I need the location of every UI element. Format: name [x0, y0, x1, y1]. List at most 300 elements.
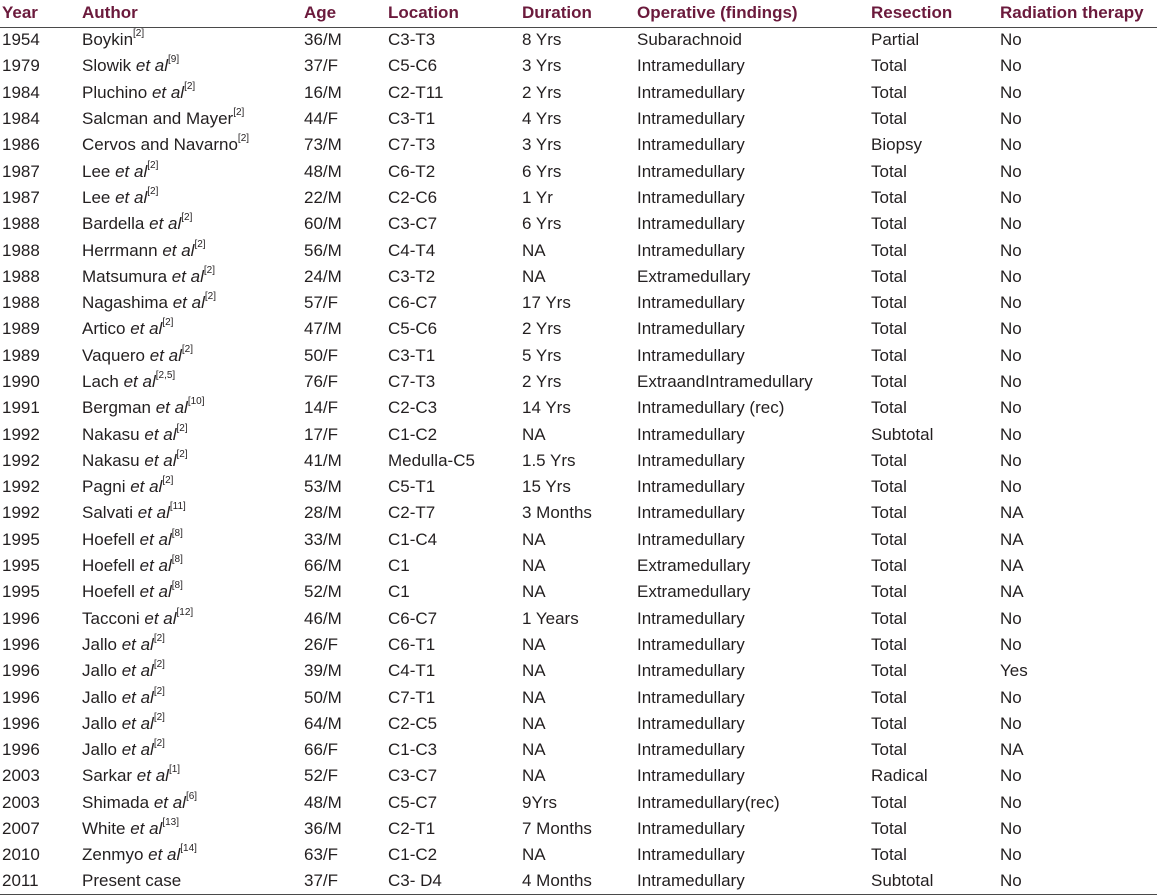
- header-age: Age: [304, 3, 337, 23]
- cell-location: C2-T7: [388, 503, 436, 523]
- cell-author: [82, 790, 304, 816]
- cell-age: 76/F: [304, 372, 339, 391]
- cell-location: C1: [388, 582, 410, 602]
- cell-resection: Total: [871, 319, 907, 339]
- cell-author: [82, 80, 304, 106]
- cell-resection: Total: [871, 82, 907, 102]
- cell-radiation: No: [1000, 293, 1022, 313]
- table-row: [0, 474, 1157, 500]
- cell-duration: NA: [522, 582, 546, 602]
- reference-citation: [2]: [133, 28, 145, 40]
- cell-resection: Total: [871, 240, 907, 260]
- cell-operative: Intramedullary: [637, 871, 745, 891]
- cell-age: 46/M: [304, 608, 342, 628]
- author-et-al: et al: [121, 687, 154, 707]
- cell-duration: NA: [522, 845, 546, 865]
- table-row: [0, 395, 1157, 421]
- reference-citation: [12]: [176, 606, 194, 618]
- header-location: Location: [388, 3, 459, 23]
- cell-duration: 2 Yrs: [522, 319, 562, 339]
- cell-radiation: No: [1000, 477, 1022, 497]
- cell-year: 1996: [2, 608, 40, 628]
- header-duration: Duration: [522, 3, 592, 23]
- cell-resection: Total: [871, 582, 907, 602]
- cell-resection: Biopsy: [871, 135, 923, 155]
- cell-operative: Intramedullary: [637, 345, 745, 365]
- author-name: Jallo: [82, 713, 122, 733]
- cell-age: 37/F: [304, 871, 339, 891]
- cell-author: [82, 527, 304, 553]
- author-et-al: et al: [130, 819, 163, 839]
- table-row: [0, 106, 1157, 132]
- reference-citation: [13]: [162, 817, 180, 829]
- cell-operative: Intramedullary: [637, 82, 745, 102]
- author-et-al: et al: [148, 845, 181, 865]
- cell-year: 1984: [2, 109, 40, 129]
- cell-location: C2-T1: [388, 819, 436, 839]
- cell-duration: 6 Yrs: [522, 214, 562, 234]
- author-name: Nakasu: [82, 450, 145, 470]
- cell-operative: Intramedullary: [637, 293, 745, 313]
- cell-location: C6-C7: [388, 293, 438, 313]
- cell-age: 16/M: [304, 82, 342, 102]
- cell-duration: 8 Yrs: [522, 30, 562, 50]
- cell-location: C3-T1: [388, 109, 436, 129]
- table-row: [0, 316, 1157, 342]
- cell-author: [82, 395, 304, 421]
- cell-year: 1988: [2, 266, 40, 286]
- cell-duration: 7 Months: [522, 819, 592, 839]
- cell-duration: NA: [522, 240, 546, 260]
- table-row: [0, 869, 1157, 895]
- cell-duration: NA: [522, 266, 546, 286]
- reference-citation: [1]: [168, 764, 181, 776]
- author-name: Nagashima: [82, 293, 173, 313]
- cell-age: 17/F: [304, 424, 339, 444]
- cell-duration: 3 Months: [522, 503, 592, 523]
- author-et-al: et al: [121, 634, 154, 654]
- cell-age: 36/M: [304, 30, 342, 50]
- cell-author: [82, 27, 304, 53]
- author-name: Pagni: [82, 477, 131, 497]
- cell-resection: Total: [871, 398, 907, 418]
- author-name: Lee: [82, 187, 116, 207]
- reference-citation: [2]: [147, 185, 159, 197]
- cell-year: 1988: [2, 240, 40, 260]
- author-name: Herrmann: [82, 240, 163, 260]
- cell-age: 48/M: [304, 161, 342, 181]
- author-et-al: et al: [137, 503, 170, 523]
- table-header: [0, 0, 1157, 27]
- cell-year: 1992: [2, 424, 40, 444]
- cell-age: 66/F: [304, 740, 339, 760]
- cell-location: C4-T4: [388, 240, 436, 260]
- cell-age: 24/M: [304, 266, 342, 286]
- cell-location: C1-C3: [388, 740, 438, 760]
- cell-resection: Total: [871, 661, 907, 681]
- cell-operative: Intramedullary: [637, 608, 745, 628]
- cell-year: 1995: [2, 556, 40, 576]
- cell-radiation: No: [1000, 819, 1022, 839]
- cell-duration: NA: [522, 424, 546, 444]
- author-et-al: et al: [171, 266, 204, 286]
- cell-author: [82, 553, 304, 579]
- header-year: Year: [2, 3, 38, 23]
- author-name: Hoefell: [82, 556, 140, 576]
- cell-radiation: Yes: [1000, 661, 1028, 681]
- cell-age: 26/F: [304, 634, 339, 654]
- cell-operative: Intramedullary(rec): [637, 792, 780, 812]
- cell-age: 22/M: [304, 187, 342, 207]
- cell-resection: Total: [871, 556, 907, 576]
- table-row: [0, 421, 1157, 447]
- cell-age: 66/M: [304, 556, 342, 576]
- header-operative: Operative (findings): [637, 3, 798, 23]
- cell-age: 60/M: [304, 214, 342, 234]
- cell-resection: Total: [871, 109, 907, 129]
- author-et-al: et al: [172, 293, 205, 313]
- cell-year: 1987: [2, 187, 40, 207]
- table-row: [0, 185, 1157, 211]
- cell-operative: Intramedullary: [637, 634, 745, 654]
- cell-age: 50/M: [304, 687, 342, 707]
- cell-radiation: No: [1000, 266, 1022, 286]
- table-row: [0, 448, 1157, 474]
- cell-radiation: No: [1000, 135, 1022, 155]
- header-radiation: Radiation therapy: [1000, 3, 1144, 23]
- author-name: Boykin: [82, 30, 134, 50]
- reference-citation: [2]: [194, 238, 206, 250]
- author-name: White: [82, 819, 131, 839]
- cell-resection: Total: [871, 819, 907, 839]
- cell-radiation: No: [1000, 424, 1022, 444]
- cell-location: C6-T1: [388, 634, 436, 654]
- cell-operative: Intramedullary: [637, 845, 745, 865]
- author-et-al: et al: [151, 82, 185, 102]
- header-resection: Resection: [871, 3, 953, 23]
- cell-year: 1989: [2, 319, 40, 339]
- cell-age: 33/M: [304, 529, 342, 549]
- cell-resection: Total: [871, 713, 907, 733]
- cell-radiation: NA: [1000, 740, 1024, 760]
- reference-citation: [6]: [185, 790, 198, 802]
- cell-author: [82, 606, 304, 632]
- table-row: [0, 763, 1157, 789]
- table-row: [0, 343, 1157, 369]
- cell-age: 41/M: [304, 450, 342, 470]
- cell-location: C2-C5: [388, 713, 438, 733]
- cell-location: C2-C6: [388, 187, 438, 207]
- cell-operative: Intramedullary: [637, 240, 745, 260]
- cell-year: 1989: [2, 345, 40, 365]
- cell-author: [82, 211, 304, 237]
- cell-author: [82, 132, 304, 158]
- cell-year: 1995: [2, 582, 40, 602]
- cell-location: C2-C3: [388, 398, 438, 418]
- cell-operative: Intramedullary: [637, 661, 745, 681]
- cell-resection: Total: [871, 161, 907, 181]
- table-row: [0, 237, 1157, 263]
- cell-author: [82, 237, 304, 263]
- cell-radiation: No: [1000, 450, 1022, 470]
- author-name: Cervos and Navarno: [82, 135, 238, 155]
- author-name: Slowik: [82, 56, 136, 76]
- author-et-al: et al: [121, 740, 154, 760]
- cell-age: 57/F: [304, 293, 339, 313]
- table-row: [0, 553, 1157, 579]
- reference-citation: [9]: [168, 54, 180, 66]
- cell-operative: Intramedullary: [637, 687, 745, 707]
- cell-operative: Intramedullary: [637, 740, 745, 760]
- author-name: Hoefell: [82, 529, 140, 549]
- cell-operative: Intramedullary: [637, 161, 745, 181]
- cell-year: 2003: [2, 766, 40, 786]
- cell-age: 64/M: [304, 713, 342, 733]
- author-name: Salcman and Mayer: [82, 109, 234, 129]
- cell-operative: Intramedullary: [637, 424, 745, 444]
- cell-age: 48/M: [304, 792, 342, 812]
- cell-resection: Total: [871, 266, 907, 286]
- table-row: [0, 290, 1157, 316]
- cell-author: [82, 185, 304, 211]
- cell-location: C3-C7: [388, 214, 438, 234]
- author-name: Jallo: [82, 661, 122, 681]
- cell-duration: 3 Yrs: [522, 56, 562, 76]
- author-et-al: et al: [144, 608, 177, 628]
- cell-resection: Total: [871, 634, 907, 654]
- reference-citation: [8]: [171, 554, 183, 566]
- cell-radiation: NA: [1000, 529, 1024, 549]
- cell-age: 39/M: [304, 661, 342, 681]
- cell-location: C6-C7: [388, 608, 438, 628]
- cell-operative: Intramedullary: [637, 135, 745, 155]
- cell-resection: Partial: [871, 30, 920, 50]
- cell-location: C3-T1: [388, 345, 436, 365]
- cell-operative: Intramedullary: [637, 766, 745, 786]
- cell-location: C4-T1: [388, 661, 436, 681]
- author-et-al: et al: [162, 240, 195, 260]
- table-row: [0, 737, 1157, 763]
- cell-resection: Total: [871, 740, 907, 760]
- cell-year: 1990: [2, 372, 40, 391]
- cell-resection: Total: [871, 529, 907, 549]
- author-et-al: et al: [135, 56, 168, 76]
- cell-age: 63/F: [304, 845, 339, 865]
- cell-author: [82, 632, 304, 658]
- cell-duration: 14 Yrs: [522, 398, 571, 418]
- cell-duration: NA: [522, 766, 546, 786]
- author-name: Shimada: [82, 792, 154, 812]
- author-et-al: et al: [153, 792, 186, 812]
- cell-resection: Total: [871, 56, 907, 76]
- reference-citation: [2]: [176, 448, 188, 460]
- reference-citation: [2]: [153, 738, 165, 750]
- cell-resection: Total: [871, 503, 907, 523]
- table-row: [0, 158, 1157, 184]
- cell-duration: 15 Yrs: [522, 477, 571, 497]
- reference-citation: [11]: [169, 501, 186, 513]
- table-row: [0, 211, 1157, 237]
- cell-year: 1992: [2, 450, 40, 470]
- cell-duration: 1 Yr: [522, 187, 553, 207]
- cell-location: C5-C7: [388, 792, 438, 812]
- cell-author: [82, 158, 304, 184]
- cell-age: 52/M: [304, 582, 342, 602]
- cell-operative: Extramedullary: [637, 556, 751, 576]
- cell-year: 1996: [2, 740, 40, 760]
- cell-operative: Intramedullary: [637, 187, 745, 207]
- cell-location: C2-T11: [388, 82, 444, 102]
- cell-radiation: No: [1000, 608, 1022, 628]
- reference-citation: [8]: [171, 527, 183, 539]
- author-et-al: et al: [130, 319, 163, 339]
- cell-radiation: No: [1000, 30, 1022, 50]
- cell-author: [82, 290, 304, 316]
- cell-radiation: NA: [1000, 556, 1024, 576]
- table-row: [0, 632, 1157, 658]
- author-et-al: et al: [136, 766, 169, 786]
- cell-age: 53/M: [304, 477, 342, 497]
- reference-citation: [14]: [180, 843, 197, 855]
- cell-location: C3-T2: [388, 266, 436, 286]
- cell-year: 2003: [2, 792, 40, 812]
- reference-citation: [2]: [237, 133, 250, 145]
- cell-resection: Total: [871, 345, 907, 365]
- cell-radiation: NA: [1000, 503, 1024, 523]
- cell-year: 2007: [2, 819, 40, 839]
- author-name: Artico: [82, 319, 131, 339]
- cell-resection: Total: [871, 845, 907, 865]
- author-name: Matsumura: [82, 266, 172, 286]
- cell-radiation: No: [1000, 845, 1022, 865]
- table-row: [0, 264, 1157, 290]
- author-name: Bergman: [82, 398, 156, 418]
- reference-citation: [8]: [171, 580, 183, 592]
- cell-operative: Intramedullary: [637, 503, 745, 523]
- table-row: [0, 816, 1157, 842]
- table-row: [0, 27, 1157, 53]
- cell-year: 1995: [2, 529, 40, 549]
- cell-radiation: No: [1000, 187, 1022, 207]
- reference-citation: [2]: [176, 422, 188, 434]
- cell-radiation: No: [1000, 82, 1022, 102]
- cell-location: C6-T2: [388, 161, 436, 181]
- cell-operative: Intramedullary (rec): [637, 398, 785, 418]
- cell-author: [82, 869, 304, 895]
- cell-resection: Subtotal: [871, 424, 934, 444]
- cell-operative: Intramedullary: [637, 819, 745, 839]
- cell-location: Medulla-C5: [388, 450, 475, 470]
- cell-resection: Total: [871, 214, 907, 234]
- cell-operative: ExtraandIntramedullary: [637, 372, 813, 391]
- cell-radiation: No: [1000, 398, 1022, 418]
- author-et-al: et al: [130, 477, 163, 497]
- cell-operative: Intramedullary: [637, 529, 745, 549]
- cell-year: 1984: [2, 82, 40, 102]
- author-name: Tacconi: [82, 608, 145, 628]
- cell-year: 1988: [2, 293, 40, 313]
- cell-operative: Intramedullary: [637, 450, 745, 470]
- cell-year: 1992: [2, 503, 40, 523]
- cell-author: [82, 658, 304, 684]
- cell-duration: NA: [522, 713, 546, 733]
- reference-citation: [2,5]: [155, 370, 176, 381]
- cell-resection: Subtotal: [871, 871, 934, 891]
- table-row: [0, 658, 1157, 684]
- cell-radiation: No: [1000, 713, 1022, 733]
- cell-radiation: NA: [1000, 582, 1024, 602]
- reference-citation: [2]: [153, 632, 165, 644]
- table-row: [0, 711, 1157, 737]
- reference-citation: [2]: [153, 685, 165, 697]
- table-row: [0, 500, 1157, 526]
- cell-age: 14/F: [304, 398, 339, 418]
- cell-radiation: No: [1000, 56, 1022, 76]
- table-row: [0, 132, 1157, 158]
- cell-author: [82, 369, 304, 395]
- author-name: Zenmyo: [82, 845, 149, 865]
- cell-location: C3- D4: [388, 871, 442, 891]
- cell-age: 37/F: [304, 56, 339, 76]
- cell-year: 1996: [2, 661, 40, 681]
- author-et-al: et al: [123, 372, 156, 391]
- author-et-al: et al: [115, 187, 148, 207]
- author-et-al: et al: [139, 556, 172, 576]
- cell-year: 1954: [2, 30, 40, 50]
- cell-location: C1-C2: [388, 845, 438, 865]
- cell-author: [82, 579, 304, 605]
- author-name: Jallo: [82, 634, 122, 654]
- cell-location: C7-T1: [388, 687, 436, 707]
- cell-duration: 5 Yrs: [522, 345, 562, 365]
- cell-author: [82, 711, 304, 737]
- cell-operative: Intramedullary: [637, 713, 745, 733]
- cell-resection: Total: [871, 477, 907, 497]
- cell-radiation: No: [1000, 214, 1022, 234]
- header-author: Author: [82, 3, 138, 23]
- cell-resection: Total: [871, 372, 907, 391]
- cell-resection: Total: [871, 293, 907, 313]
- cell-operative: Intramedullary: [637, 214, 745, 234]
- cell-operative: Intramedullary: [637, 109, 745, 129]
- cell-year: 1992: [2, 477, 40, 497]
- cell-duration: 6 Yrs: [522, 161, 562, 181]
- cell-location: C1-C4: [388, 529, 438, 549]
- cell-year: 1996: [2, 634, 40, 654]
- cell-location: C5-C6: [388, 319, 438, 339]
- cell-author: [82, 53, 304, 79]
- cell-author: [82, 264, 304, 290]
- reference-citation: [2]: [184, 80, 196, 92]
- author-et-al: et al: [139, 529, 172, 549]
- cell-radiation: No: [1000, 319, 1022, 339]
- cell-author: [82, 316, 304, 342]
- cell-duration: 9Yrs: [522, 792, 557, 812]
- cell-year: 1979: [2, 56, 40, 76]
- cell-radiation: No: [1000, 687, 1022, 707]
- cell-location: C1-C2: [388, 424, 438, 444]
- cell-radiation: No: [1000, 634, 1022, 654]
- cell-age: 36/M: [304, 819, 342, 839]
- cell-radiation: No: [1000, 240, 1022, 260]
- cell-author: [82, 842, 304, 868]
- cell-author: [82, 500, 304, 526]
- cell-age: 52/F: [304, 766, 339, 786]
- table-row: [0, 527, 1157, 553]
- cell-duration: NA: [522, 634, 546, 654]
- header-row: [0, 0, 1157, 27]
- author-name: Present case: [82, 871, 182, 891]
